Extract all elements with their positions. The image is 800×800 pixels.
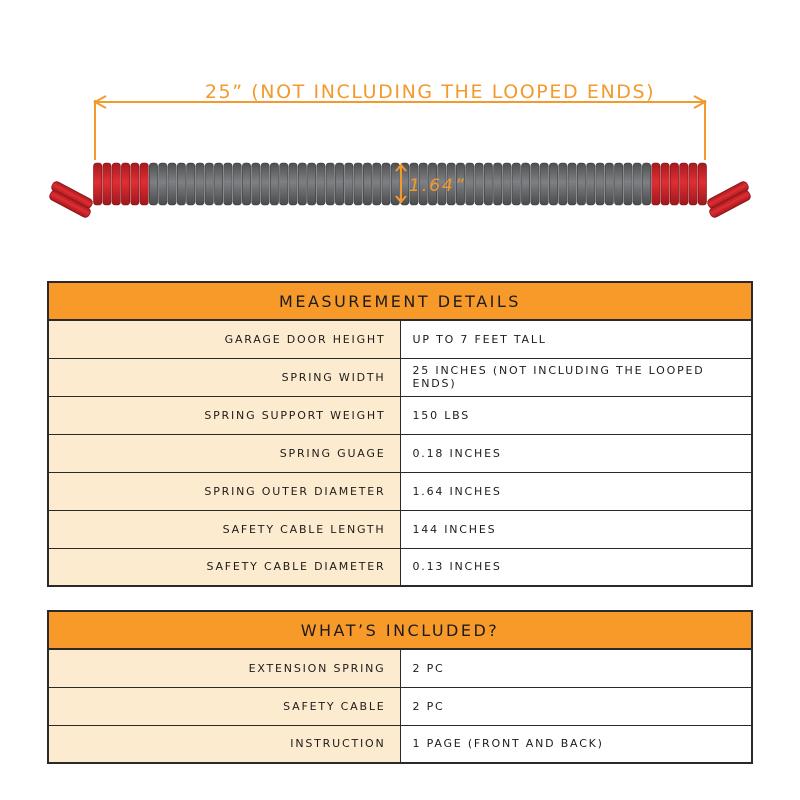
spring-coil	[596, 163, 604, 205]
row-label: SAFETY CABLE	[48, 687, 400, 725]
table-row	[48, 472, 752, 510]
row-label: SPRING OUTER DIAMETER	[48, 472, 400, 510]
spring-coil	[540, 163, 548, 205]
spring-coil	[652, 163, 660, 205]
spring-coil	[224, 163, 232, 205]
row-value: 144 INCHES	[400, 510, 752, 548]
spring-coil	[614, 163, 622, 205]
spring-coil	[373, 163, 381, 205]
spring-coil	[382, 163, 390, 205]
looped-end-right	[706, 180, 752, 218]
diameter-label: 1.64”	[409, 176, 466, 196]
spring-coil	[466, 163, 474, 205]
table-row	[48, 649, 752, 687]
row-label: SPRING GUAGE	[48, 434, 400, 472]
table-row	[48, 510, 752, 548]
spring-coil	[289, 163, 297, 205]
spring-coil	[475, 163, 483, 205]
row-label: GARAGE DOOR HEIGHT	[48, 320, 400, 358]
table-row	[48, 725, 752, 763]
looped-end-left	[48, 180, 94, 218]
spring-coil	[112, 163, 120, 205]
spring-coil	[503, 163, 511, 205]
spring-coil	[242, 163, 250, 205]
spring-coil	[633, 163, 641, 205]
spring-coil	[177, 163, 185, 205]
spring-coil	[577, 163, 585, 205]
spring-diagram	[0, 0, 800, 240]
table-row	[48, 434, 752, 472]
spring-coil	[568, 163, 576, 205]
spring-coil	[670, 163, 678, 205]
row-value: 25 INCHES (NOT INCLUDING THE LOOPED ENDS)	[400, 358, 752, 396]
row-label: INSTRUCTION	[48, 725, 400, 763]
table-row	[48, 548, 752, 586]
row-label: SPRING SUPPORT WEIGHT	[48, 396, 400, 434]
spring-coil	[484, 163, 492, 205]
spring-coil	[233, 163, 241, 205]
whats-included-table	[47, 610, 753, 764]
spring-coil	[103, 163, 111, 205]
spring-coil	[326, 163, 334, 205]
row-label: SAFETY CABLE DIAMETER	[48, 548, 400, 586]
row-value: 1 PAGE (FRONT AND BACK)	[400, 725, 752, 763]
spring-coil	[168, 163, 176, 205]
table-row	[48, 396, 752, 434]
spring-coil	[149, 163, 157, 205]
table-row	[48, 320, 752, 358]
spring-coil	[698, 163, 706, 205]
row-value: 0.13 INCHES	[400, 548, 752, 586]
spring-coil	[196, 163, 204, 205]
spring-coil	[317, 163, 325, 205]
spring-coil	[270, 163, 278, 205]
spring-coil	[159, 163, 167, 205]
spring-coil	[280, 163, 288, 205]
spring-coil	[512, 163, 520, 205]
spring-coil	[531, 163, 539, 205]
row-value: 1.64 INCHES	[400, 472, 752, 510]
spring-coil	[549, 163, 557, 205]
spring-coil	[94, 163, 102, 205]
spring-coil	[140, 163, 148, 205]
spring-coil	[121, 163, 129, 205]
spring-coil	[521, 163, 529, 205]
spring-coil	[298, 163, 306, 205]
measurement-details-title: MEASUREMENT DETAILS	[48, 282, 752, 320]
spring-coil	[214, 163, 222, 205]
row-value: 0.18 INCHES	[400, 434, 752, 472]
row-label: SPRING WIDTH	[48, 358, 400, 396]
spring-coil	[307, 163, 315, 205]
row-value: 150 LBS	[400, 396, 752, 434]
whats-included-title: WHAT’S INCLUDED?	[48, 611, 752, 649]
spring-coil	[252, 163, 260, 205]
spring-coil	[345, 163, 353, 205]
spring-coil	[624, 163, 632, 205]
spring-coil	[494, 163, 502, 205]
spring-coil	[689, 163, 697, 205]
table-row	[48, 358, 752, 396]
length-label: 25” (NOT INCLUDING THE LOOPED ENDS)	[204, 81, 656, 103]
spring-coil	[587, 163, 595, 205]
spring-coil	[642, 163, 650, 205]
row-value: UP TO 7 FEET TALL	[400, 320, 752, 358]
spring-coil	[605, 163, 613, 205]
spring-coil	[363, 163, 371, 205]
row-value: 2 PC	[400, 687, 752, 725]
spring-coil	[131, 163, 139, 205]
spring-coil	[335, 163, 343, 205]
spring-coil	[680, 163, 688, 205]
row-label: EXTENSION SPRING	[48, 649, 400, 687]
table-row	[48, 687, 752, 725]
spring-coil	[187, 163, 195, 205]
length-dimension	[95, 96, 705, 160]
spring-coil	[661, 163, 669, 205]
row-label: SAFETY CABLE LENGTH	[48, 510, 400, 548]
measurement-details-table	[47, 281, 753, 587]
spring-coil	[261, 163, 269, 205]
spring-coil	[205, 163, 213, 205]
spring-coil	[559, 163, 567, 205]
row-value: 2 PC	[400, 649, 752, 687]
spring-coil	[354, 163, 362, 205]
